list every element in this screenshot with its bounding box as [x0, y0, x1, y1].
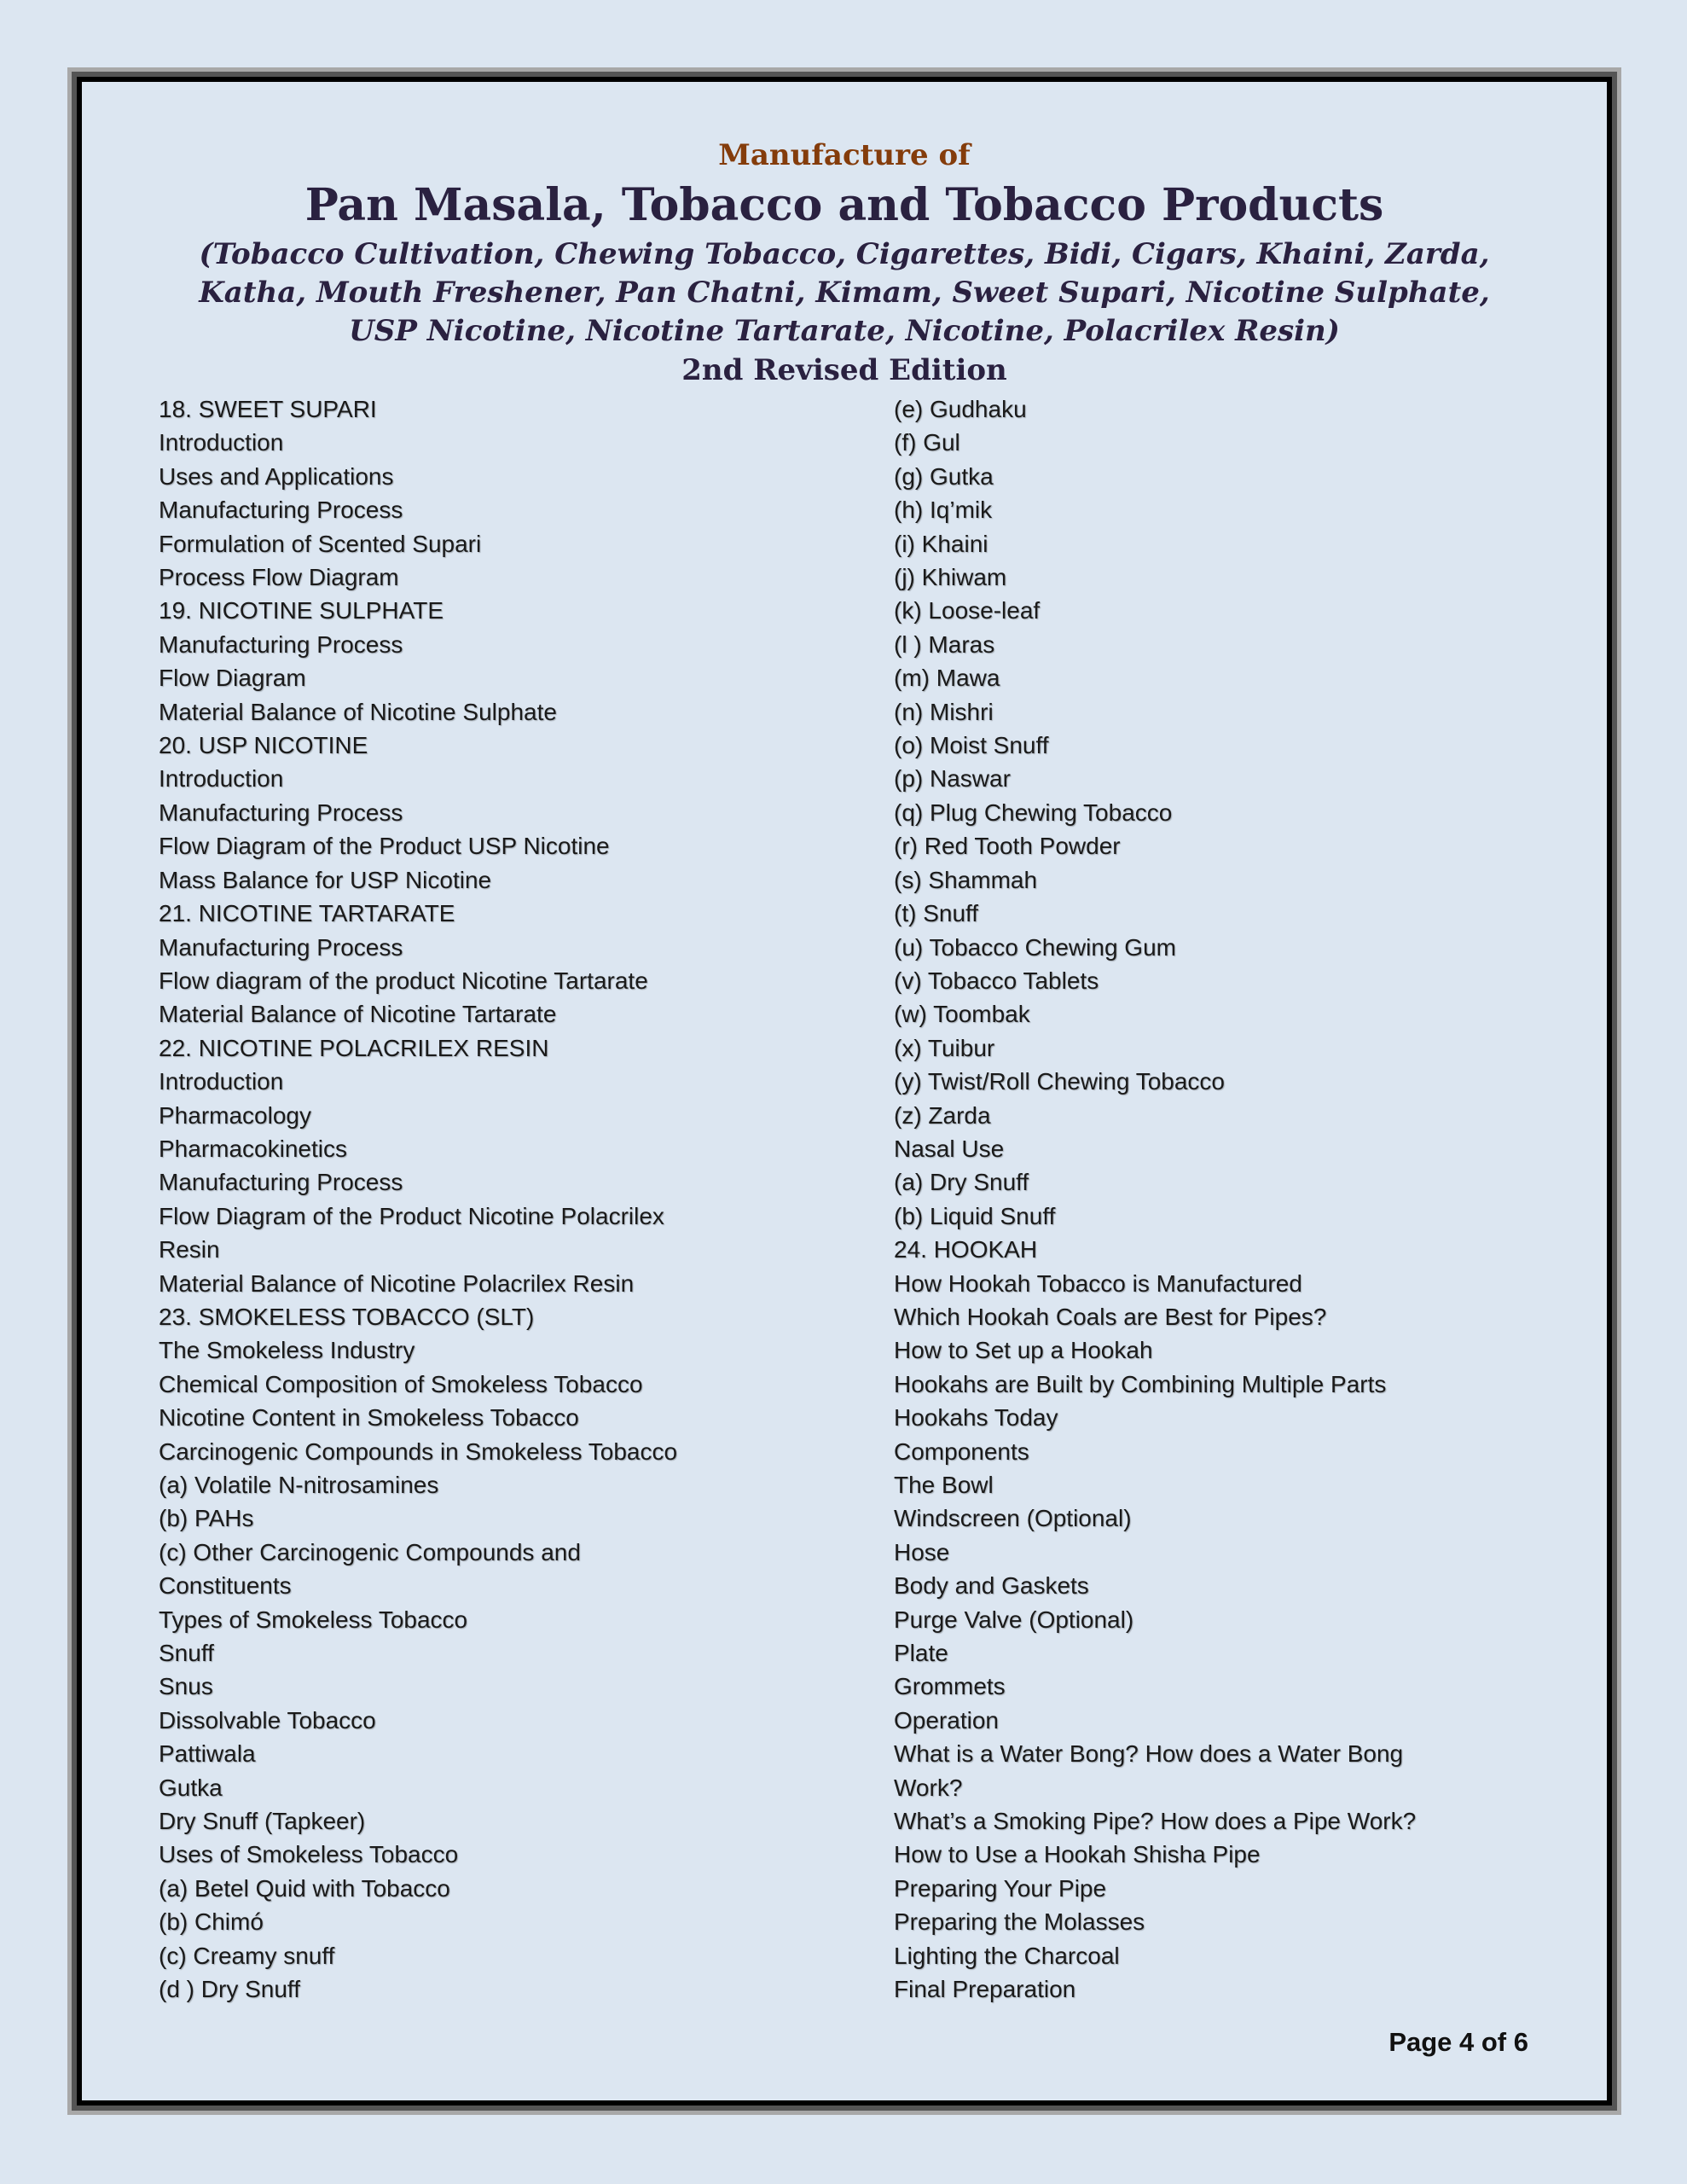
toc-entry: Snuff — [159, 1640, 214, 1667]
toc-entry: Manufacturing Process — [159, 799, 403, 826]
toc-entry: (w) Toombak — [894, 1001, 1030, 1028]
toc-entry: Mass Balance for USP Nicotine — [159, 866, 492, 893]
toc-entry: (d ) Dry Snuff — [159, 1976, 300, 2003]
toc-entry: Manufacturing Process — [159, 630, 403, 658]
toc-entry: (p) Naswar — [894, 765, 1011, 793]
toc-entry: (a) Betel Quid with Tobacco — [159, 1874, 450, 1902]
toc-entry: 19. NICOTINE SULPHATE — [159, 597, 444, 624]
toc-entry: Operation — [894, 1706, 999, 1734]
toc-entry: (e) Gudhaku — [894, 396, 1027, 422]
toc-entry: Dissolvable Tobacco — [159, 1706, 376, 1734]
toc-entry: Flow Diagram of the Product USP Nicotine — [159, 833, 610, 860]
toc-entry: (c) Other Carcinogenic Compounds and — [159, 1538, 581, 1565]
toc-entry: Nasal Use — [894, 1135, 1005, 1162]
toc-entry: Introduction — [159, 1068, 284, 1095]
toc-entry: Constituents — [159, 1572, 292, 1600]
document-header — [82, 136, 1607, 390]
toc-entry: Windscreen (Optional) — [894, 1505, 1132, 1532]
toc-entry: 20. USP NICOTINE — [159, 732, 368, 759]
toc-entry: Introduction — [159, 429, 284, 456]
toc-entry: Types of Smokeless Tobacco — [159, 1606, 468, 1633]
toc-entry: Body and Gaskets — [894, 1572, 1089, 1600]
toc-entry: Manufacturing Process — [159, 933, 403, 961]
toc-column-right — [894, 392, 1508, 2007]
toc-entry: Components — [894, 1438, 1029, 1465]
toc-entry: Material Balance of Nicotine Polacrilex Resin — [159, 1269, 635, 1297]
toc-entry: (t) Snuff — [894, 900, 979, 927]
title-kicker: Manufacture of — [718, 138, 971, 172]
toc-entry: Pattiwala — [159, 1740, 256, 1768]
toc-entry: (b) Liquid Snuff — [894, 1202, 1056, 1229]
toc-entry: 22. NICOTINE POLACRILEX RESIN — [159, 1034, 549, 1061]
toc-entry: Gutka — [159, 1774, 223, 1801]
toc-entry: Pharmacokinetics — [159, 1135, 347, 1162]
toc-entry: Dry Snuff (Tapkeer) — [159, 1808, 366, 1835]
toc-entry: Grommets — [894, 1673, 1006, 1700]
toc-entry: (k) Loose-leaf — [894, 597, 1041, 624]
toc-entry: (v) Tobacco Tablets — [894, 967, 1099, 994]
toc-entry: 23. SMOKELESS TOBACCO (SLT) — [159, 1303, 535, 1330]
toc-entry: 21. NICOTINE TARTARATE — [159, 900, 455, 927]
toc-entry: (a) Volatile N-nitrosamines — [159, 1472, 439, 1498]
toc-entry: (z) Zarda — [894, 1101, 991, 1129]
title-subtitle: (Tobacco Cultivation, Chewing Tobacco, Cigarettes, Bidi, Cigars, Khaini, Zarda, Katha, Mouth Freshener, Pan Chatni, Kimam, Sweet Supari, Nicotine Sulphate, USP Nicotine, Nicotine Tartarate, Nicotine, Polacrilex Resin) — [199, 237, 1490, 348]
toc-entry: 18. SWEET SUPARI — [159, 396, 377, 422]
toc-entry: (a) Dry Snuff — [894, 1169, 1029, 1196]
toc-entry: How Hookah Tobacco is Manufactured — [894, 1269, 1302, 1297]
toc-entry: (u) Tobacco Chewing Gum — [894, 933, 1176, 961]
toc-entry: (i) Khaini — [894, 530, 988, 557]
toc-entry: Preparing the Molasses — [894, 1908, 1145, 1936]
toc-entry: (m) Mawa — [894, 665, 1000, 692]
toc-entry: (j) Khiwam — [894, 564, 1007, 591]
toc-entry: Flow Diagram of the Product Nicotine Polacrilex — [159, 1202, 664, 1229]
toc-entry: Manufacturing Process — [159, 1169, 403, 1196]
toc-entry: (s) Shammah — [894, 866, 1038, 893]
toc-entry: The Smokeless Industry — [159, 1337, 415, 1364]
edition-label: 2nd Revised Edition — [681, 353, 1007, 387]
toc-column-left — [159, 392, 807, 2007]
toc-entry: What is a Water Bong? How does a Water Bong — [894, 1740, 1404, 1768]
toc-entry: (n) Mishri — [894, 698, 994, 725]
toc-entry: (l ) Maras — [894, 630, 995, 658]
toc-entry: Plate — [894, 1640, 948, 1667]
toc-entry: (y) Twist/Roll Chewing Tobacco — [894, 1068, 1226, 1095]
toc-entry: Which Hookah Coals are Best for Pipes? — [894, 1303, 1327, 1330]
toc-entry: Purge Valve (Optional) — [894, 1606, 1134, 1633]
toc-entry: Introduction — [159, 765, 284, 793]
toc-entry: (b) Chimó — [159, 1908, 264, 1936]
toc-entry: Work? — [894, 1774, 963, 1801]
toc-entry: Preparing Your Pipe — [894, 1874, 1107, 1902]
toc-entry: (x) Tuibur — [894, 1034, 995, 1061]
toc-entry: Hookahs Today — [894, 1404, 1058, 1432]
toc-entry: Uses and Applications — [159, 462, 394, 490]
page-title: Pan Masala, Tobacco and Tobacco Products — [304, 179, 1384, 231]
toc-entry: Uses of Smokeless Tobacco — [159, 1841, 459, 1868]
toc-entry: 24. HOOKAH — [894, 1236, 1038, 1263]
toc-entry: Pharmacology — [159, 1101, 311, 1129]
toc-entry: Final Preparation — [894, 1976, 1076, 2003]
toc-entry: (g) Gutka — [894, 462, 994, 490]
toc-entry: Hose — [894, 1538, 950, 1565]
toc-entry: (c) Creamy snuff — [159, 1942, 335, 1969]
toc-entry: How to Use a Hookah Shisha Pipe — [894, 1841, 1261, 1868]
toc-entry: The Bowl — [894, 1472, 994, 1498]
toc-entry: (h) Iq’mik — [894, 497, 993, 524]
toc-entry: Lighting the Charcoal — [894, 1942, 1120, 1969]
toc-entry: Nicotine Content in Smokeless Tobacco — [159, 1404, 579, 1432]
toc-entry: (o) Moist Snuff — [894, 732, 1049, 759]
toc-entry: Chemical Composition of Smokeless Tobacco — [159, 1370, 643, 1397]
toc-entry: Material Balance of Nicotine Tartarate — [159, 1001, 557, 1028]
toc-entry: Hookahs are Built by Combining Multiple Parts — [894, 1370, 1387, 1397]
toc-entry: What’s a Smoking Pipe? How does a Pipe Work? — [894, 1808, 1417, 1835]
toc-entry: Process Flow Diagram — [159, 564, 399, 591]
toc-entry: Manufacturing Process — [159, 497, 403, 524]
toc-entry: Resin — [159, 1236, 220, 1263]
toc-entry: (r) Red Tooth Powder — [894, 833, 1121, 860]
toc-entry: (b) PAHs — [159, 1505, 254, 1532]
toc-entry: Flow diagram of the product Nicotine Tartarate — [159, 967, 648, 994]
document-page — [82, 82, 1607, 2100]
toc-entry: How to Set up a Hookah — [894, 1337, 1153, 1364]
toc-entry: Snus — [159, 1673, 213, 1700]
toc-entry: Flow Diagram — [159, 665, 306, 692]
toc-entry: Material Balance of Nicotine Sulphate — [159, 698, 557, 725]
toc-entry: (q) Plug Chewing Tobacco — [894, 799, 1173, 826]
toc-entry: Carcinogenic Compounds in Smokeless Tobacco — [159, 1438, 678, 1465]
toc-entry: (f) Gul — [894, 429, 960, 456]
page-number: Page 4 of 6 — [1388, 2027, 1528, 2057]
toc-entry: Formulation of Scented Supari — [159, 530, 482, 557]
